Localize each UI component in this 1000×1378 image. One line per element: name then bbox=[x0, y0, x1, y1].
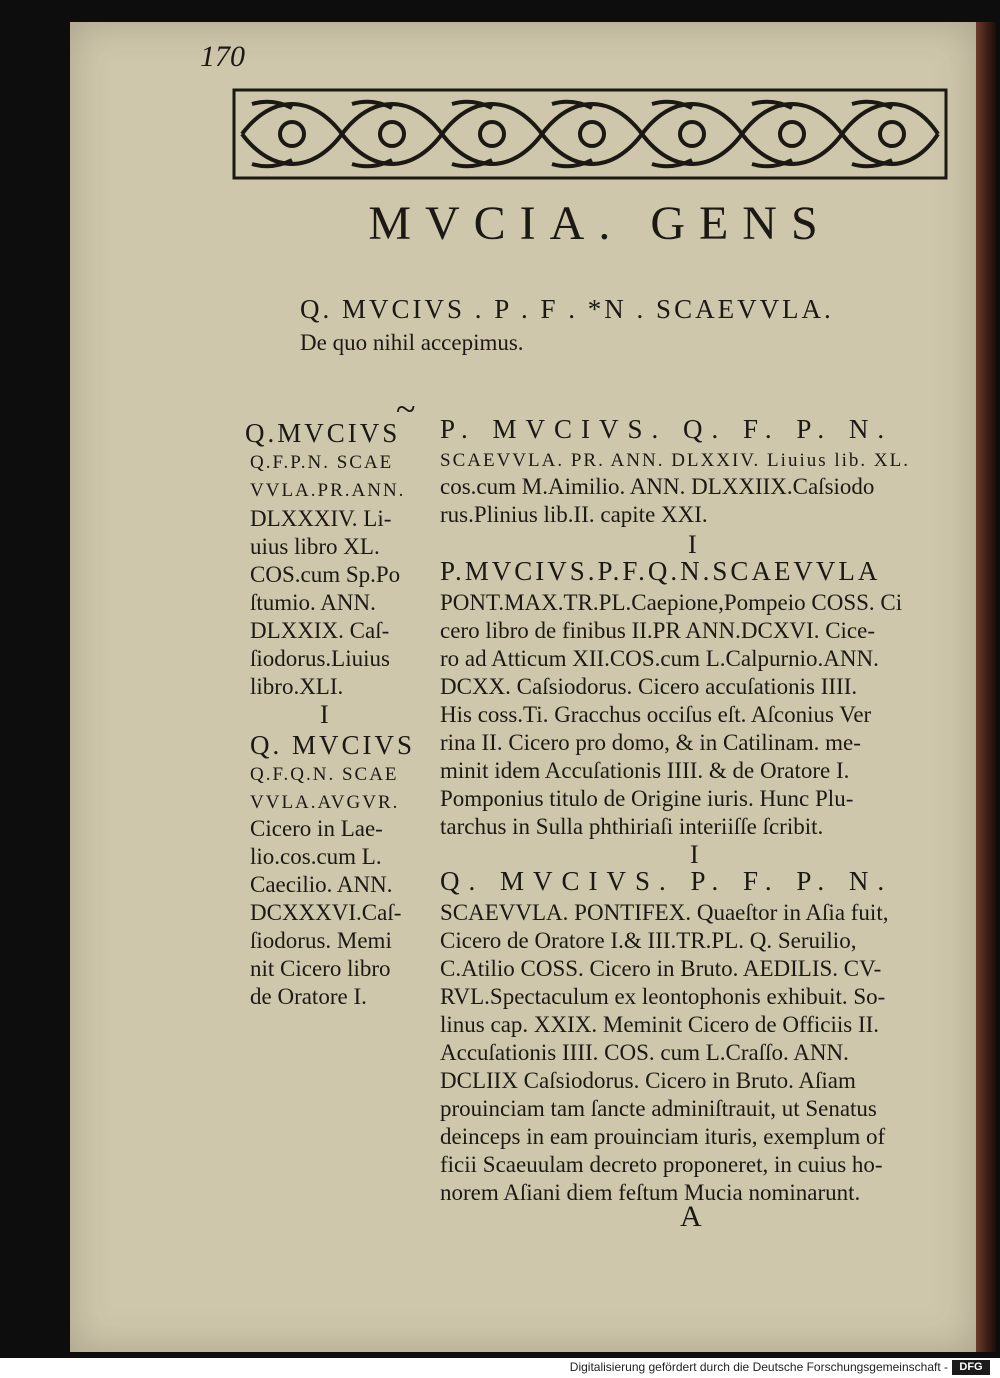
footer-credit: Digitalisierung gefördert durch die Deutsche Forschungsgemeinschaft - bbox=[569, 1360, 948, 1374]
right-line: C.Atilio COSS. Cicero in Bruto. AEDILIS. CV- bbox=[440, 956, 882, 981]
right-line: DCXX. Caſsiodorus. Cicero accuſationis IIII. bbox=[440, 674, 858, 699]
left-line: VVLA.AVGVR. bbox=[250, 792, 400, 813]
section-divider: I bbox=[690, 840, 699, 869]
right-line: cos.cum M.Aimilio. ANN. DLXXIIX.Caſsiodo bbox=[440, 474, 875, 499]
right-line: P.MVCIVS.P.F.Q.N.SCAEVVLA bbox=[440, 556, 881, 586]
right-line: Accuſationis IIII. COS. cum L.Craſſo. ANN. bbox=[440, 1040, 849, 1065]
intro-title: Q. MVCIVS . P . F . *N . SCAEVVLA. bbox=[300, 294, 834, 324]
left-line: uius libro XL. bbox=[250, 534, 380, 559]
right-line: Pomponius titulo de Origine iuris. Hunc Plu- bbox=[440, 786, 854, 811]
left-line: DCXXXVI.Caſ- bbox=[250, 900, 402, 925]
left-line: DLXXIX. Caſ- bbox=[250, 618, 390, 643]
left-line: Q.F.Q.N. SCAE bbox=[250, 764, 399, 785]
left-line: COS.cum Sp.Po bbox=[250, 562, 401, 587]
left-line: ſiodorus.Liuius bbox=[250, 646, 390, 671]
right-line: RVL.Spectaculum ex leontophonis exhibuit. So- bbox=[440, 984, 886, 1009]
right-line: deinceps in eam prouinciam ituris, exemplum of bbox=[440, 1124, 886, 1149]
right-line: SCAEVVLA. PONTIFEX. Quaeſtor in Aſia fuit, bbox=[440, 900, 889, 925]
left-line: Q.F.P.N. SCAE bbox=[250, 452, 394, 473]
right-line: ficii Scaeuulam decreto proponeret, in cuius ho- bbox=[440, 1152, 883, 1177]
left-line: VVLA.PR.ANN. bbox=[250, 480, 406, 501]
page-number: 170 bbox=[200, 40, 245, 73]
left-line: Q.MVCIVS bbox=[245, 418, 401, 448]
right-line: PONT.MAX.TR.PL.Caepione,Pompeio COSS. Ci bbox=[440, 590, 903, 615]
right-line: SCAEVVLA. PR. ANN. DLXXIV. Liuius lib. XL. bbox=[440, 450, 911, 471]
left-line: nit Cicero libro bbox=[250, 956, 391, 981]
left-line: Q. MVCIVS bbox=[250, 730, 416, 760]
right-line: ro ad Atticum XII.COS.cum L.Calpurnio.ANN. bbox=[440, 646, 879, 671]
right-line: His coss.Ti. Gracchus occiſus eſt. Aſconius Ver bbox=[440, 702, 872, 727]
left-line: ſtumio. ANN. bbox=[250, 590, 376, 615]
left-line: Cicero in Lae- bbox=[250, 816, 383, 841]
right-line: norem Aſiani diem feſtum Mucia nominarunt. bbox=[440, 1180, 861, 1205]
right-line: cero libro de finibus II.PR ANN.DCXVI. Cice- bbox=[440, 618, 876, 643]
right-line: P. MVCIVS. Q. F. P. N. bbox=[440, 414, 894, 444]
right-line: DCLIIX Caſsiodorus. Cicero in Bruto. Aſiam bbox=[440, 1068, 856, 1093]
catchword: A bbox=[680, 1200, 702, 1233]
dfg-logo-icon: DFG bbox=[952, 1360, 990, 1375]
right-line: rus.Plinius lib.II. capite XXI. bbox=[440, 502, 708, 527]
page-heading: MVCIA. GENS bbox=[368, 197, 832, 250]
left-line: Caecilio. ANN. bbox=[250, 872, 393, 897]
left-line: lio.cos.cum L. bbox=[250, 844, 382, 869]
left-line: ſiodorus. Memi bbox=[250, 928, 392, 953]
section-divider: I bbox=[688, 530, 697, 559]
left-line: DLXXXIV. Li- bbox=[250, 506, 392, 531]
ornamental-header-band bbox=[232, 88, 948, 180]
right-line: linus cap. XXIX. Meminit Cicero de Officiis II. bbox=[440, 1012, 880, 1037]
right-line: minit idem Accuſationis IIII. & de Oratore I. bbox=[440, 758, 850, 783]
right-line: Q. MVCIVS. P. F. P. N. bbox=[440, 866, 894, 896]
intro-text: De quo nihil accepimus. bbox=[300, 330, 524, 355]
right-line: Cicero de Oratore I.& III.TR.PL. Q. Seruilio, bbox=[440, 928, 857, 953]
left-line: libro.XLI. bbox=[250, 674, 344, 699]
left-line: de Oratore I. bbox=[250, 984, 367, 1009]
right-line: rina II. Cicero pro domo, & in Catilinam. me- bbox=[440, 730, 861, 755]
right-line: tarchus in Sulla phthiriaſi interiiſſe ſcribit. bbox=[440, 814, 824, 839]
section-divider: I bbox=[320, 700, 329, 729]
footer-bar bbox=[0, 1358, 1000, 1378]
tilde-flourish-icon: ~ bbox=[396, 389, 416, 429]
right-line: prouinciam tam ſancte adminiſtrauit, ut Senatus bbox=[440, 1096, 877, 1121]
